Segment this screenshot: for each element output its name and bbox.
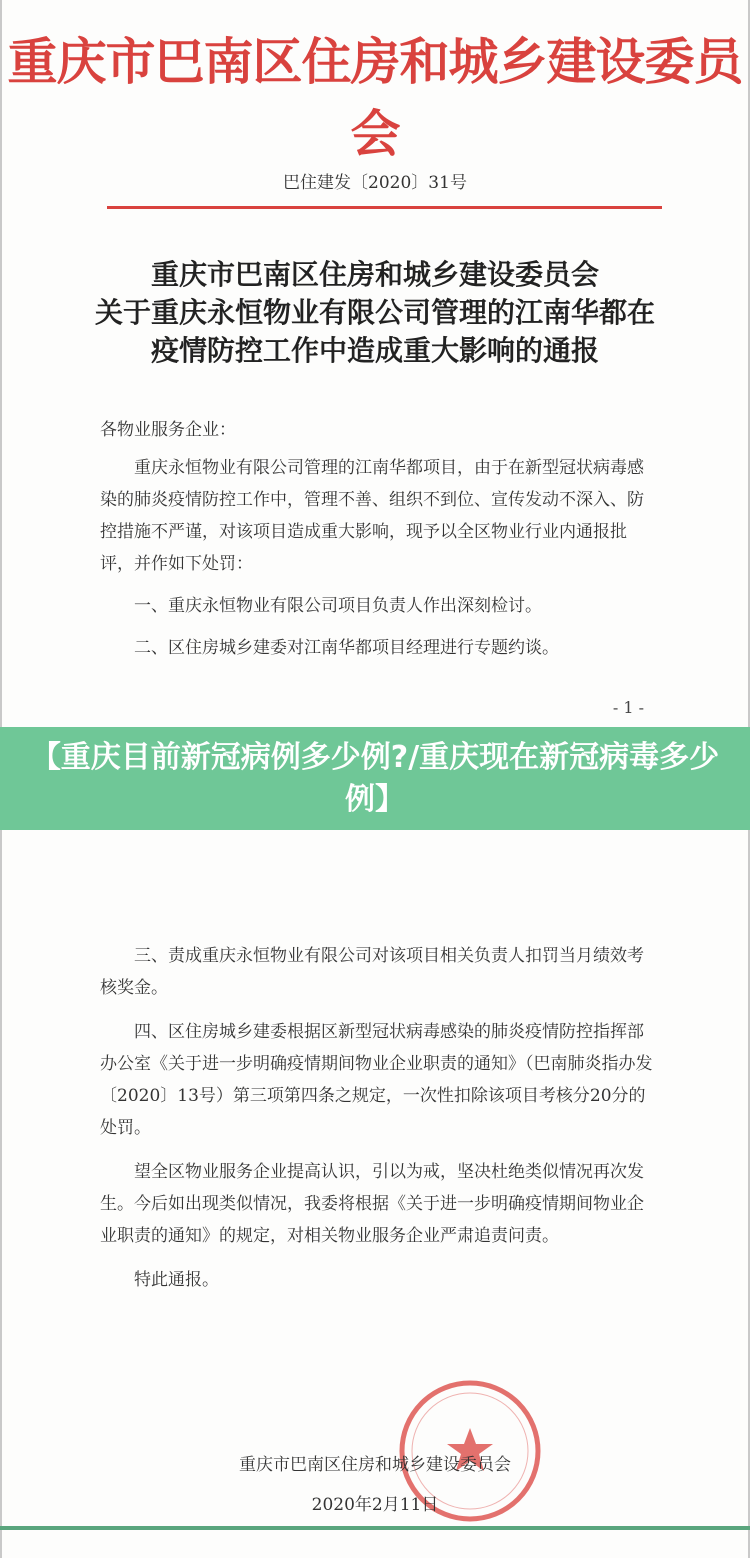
signature-date: 2020年2月11日 bbox=[311, 1495, 439, 1515]
notice-title-line: 关于重庆永恒物业有限公司管理的江南华都在 bbox=[94, 296, 655, 329]
body-paragraph: 二、区住房城乡建委对江南华都项目经理进行专题约谈。 bbox=[134, 638, 559, 658]
body-paragraph: 一、重庆永恒物业有限公司项目负责人作出深刻检讨。 bbox=[134, 596, 542, 616]
document-number: 巴住建发〔2020〕31号 bbox=[283, 173, 467, 193]
notice-body-page1 bbox=[100, 414, 660, 664]
body-paragraph: 重庆永恒物业有限公司管理的江南华都项目，由于在新型冠状病毒感染的肺炎疫情防控工作中，管理不善、组织不到位、宣传发动不深入、防控措施不严谨，对该项目造成重大影响，现予以全区物业行业内通报批评，并作如下处罚： bbox=[100, 458, 644, 574]
notice-title-line: 疫情防控工作中造成重大影响的通报 bbox=[150, 334, 599, 367]
letterhead-divider bbox=[107, 206, 662, 209]
closing-line: 特此通报。 bbox=[134, 1270, 219, 1290]
body-paragraph: 四、区住房城乡建委根据区新型冠状病毒感染的肺炎疫情防控指挥部办公室《关于进一步明确疫情期间物业企业职责的通知》（巴南肺炎指办发〔2020〕13号）第三项第四条之规定，一次性扣除该项目考核分20分的处罚。 bbox=[100, 1022, 653, 1138]
salutation: 各物业服务企业： bbox=[100, 420, 236, 440]
body-paragraph: 三、责成重庆永恒物业有限公司对该项目相关负责人扣罚当月绩效考核奖金。 bbox=[100, 946, 644, 998]
banner-divider bbox=[0, 1526, 750, 1530]
headline-banner bbox=[0, 727, 750, 830]
notice-body-page2 bbox=[100, 940, 660, 1296]
page-number: - 1 - bbox=[612, 698, 644, 717]
letterhead-title: 重庆市巴南区住房和城乡建设委员会 bbox=[7, 32, 743, 163]
signature-organization: 重庆市巴南区住房和城乡建设委员会 bbox=[239, 1455, 511, 1475]
notice-title-line: 重庆市巴南区住房和城乡建设委员会 bbox=[150, 258, 599, 291]
body-paragraph: 望全区物业服务企业提高认识，引以为戒，坚决杜绝类似情况再次发生。今后如出现类似情况，我委将根据《关于进一步明确疫情期间物业企业职责的通知》的规定，对相关物业服务企业严肃追责问责。 bbox=[100, 1162, 644, 1246]
headline-text: 【重庆目前新冠病例多少例?/重庆现在新冠病毒多少例】 bbox=[30, 739, 720, 817]
notice-title bbox=[0, 256, 750, 370]
